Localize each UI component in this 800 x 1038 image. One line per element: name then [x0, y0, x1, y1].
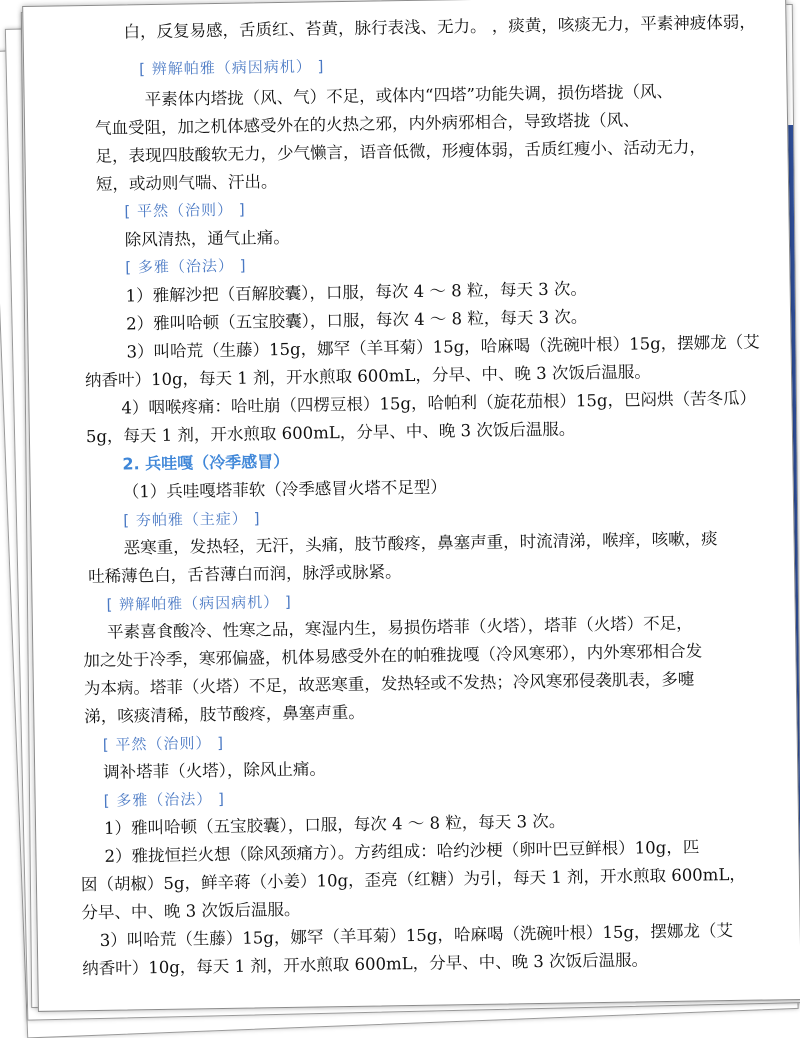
text-line: 3）叫哈荒（生藤）15g，娜罕（羊耳菊）15g，哈麻喝（洗碗叶根）15g，摆娜龙（艾 — [99, 921, 734, 950]
text-line: 1）雅解沙把（百解胶囊），口服，每次 4 ～ 8 粒，每天 3 次。 — [125, 279, 588, 306]
text-line: 平素体内塔拢（风、气）不足，或体内“四塔”功能失调，损伤塔拢（风、 — [144, 81, 674, 110]
subheading-bianjie-2: [ 辨解帕雅（病因病机） ] — [106, 592, 292, 614]
text-line: （1）兵哇嘎塔菲软（冷季感冒火塔不足型） — [122, 477, 447, 502]
text-line: 为本病。塔菲（火塔）不足，故恶寒重，发热轻或不发热；冷风寒邪侵袭肌表，多嚏 — [83, 669, 695, 699]
text-line: 1）雅叫哈顿（五宝胶囊），口服，每次 4 ～ 8 粒，每天 3 次。 — [103, 811, 566, 838]
text-line: 4）咽喉疼痛：哈吐崩（四楞豆根）15g，哈帕利（旋花茄根）15g，巴闷烘（苦冬瓜） — [121, 388, 757, 418]
text-line: 调补塔菲（火塔），除风止痛。 — [103, 759, 327, 782]
subheading-bianjie-1: [ 辨解帕雅（病因病机） ] — [139, 57, 325, 79]
text-line: 足，表现四肢酸软无力，少气懒言，语音低微，形瘦体弱，舌质红瘦小、活动无力， — [95, 137, 707, 166]
text-line: 分早、中、晚 3 次饭后温服。 — [81, 899, 301, 923]
text-line: 短，或动则气喘、汗出。 — [95, 172, 278, 194]
text-line: 纳香叶）10g，每天 1 剂，开水煎取 600mL，分早、中、晚 3 次饭后温服。 — [82, 950, 649, 979]
subheading-duoya-1: [ 多雅（治法） ] — [125, 256, 247, 277]
text-line: 纳香叶）10g，每天 1 剂，开水煎取 600mL，分早、中、晚 3 次饭后温服。 — [84, 362, 651, 391]
text-line: 除风清热，通气止痛。 — [124, 227, 290, 250]
text-line: 吐稀薄色白，舌苔薄白而润，脉浮或脉紧。 — [87, 562, 402, 587]
subheading-duoya-2: [ 多雅（治法） ] — [103, 789, 226, 810]
text-line: 2）雅拢恒拦火想（除风颈痛方）。方药组成：哈约沙梗（卵叶巴豆鲜根）10g，匹 — [104, 837, 700, 866]
text-line: 平素喜食酸冷、性寒之品，寒湿内生，易损伤塔菲（火塔），塔菲（火塔）不足， — [106, 613, 693, 642]
subheading-pingran-2: [ 平然（治则） ] — [102, 733, 225, 754]
document-page — [22, 0, 800, 1012]
text-line: 2）雅叫哈顿（五宝胶囊），口服，每次 4 ～ 8 粒，每天 3 次。 — [126, 307, 588, 334]
text-line: 3）叫哈荒（生藤）15g，娜罕（羊耳菊）15g，哈麻喝（洗碗叶根）15g，摆娜龙（艾 — [126, 332, 760, 362]
subheading-pingran-1: [ 平然（治则） ] — [124, 200, 246, 221]
text-line: 气血受阻，加之机体感受外在的火热之邪，内外病邪相合，导致塔拢（风、 — [94, 110, 640, 138]
text-line: 恶寒重，发热轻，无汗，头痛，肢节酸疼，鼻塞声重，时流清涕，喉痒，咳嗽，痰 — [123, 529, 718, 558]
text-line: 加之处于冷季，寒邪偏盛，机体易感受外在的帕雅拢嘎（冷风寒邪），内外寒邪相合发 — [83, 641, 703, 671]
subheading-hangpaya: [ 夯帕雅（主症） ] — [123, 509, 261, 530]
text-line: 白，反复易感，舌质红、苔黄，脉行表浅、无力。 ，痰黄，咳痰无力，平素神疲体弱， — [123, 12, 756, 42]
text-line: 囡（胡椒）5g，鲜辛蒋（小姜）10g，歪亮（红糖）为引，每天 1 剂，开水煎取 600mL， — [80, 864, 746, 895]
section-title: 2. 兵哇嘎（冷季感冒） — [122, 451, 290, 474]
text-line: 涕，咳痰清稀，肢节酸疼，鼻塞声重。 — [84, 702, 365, 727]
text-line: 5g，每天 1 剂，开水煎取 600mL，分早、中、晚 3 次饭后温服。 — [85, 419, 576, 447]
